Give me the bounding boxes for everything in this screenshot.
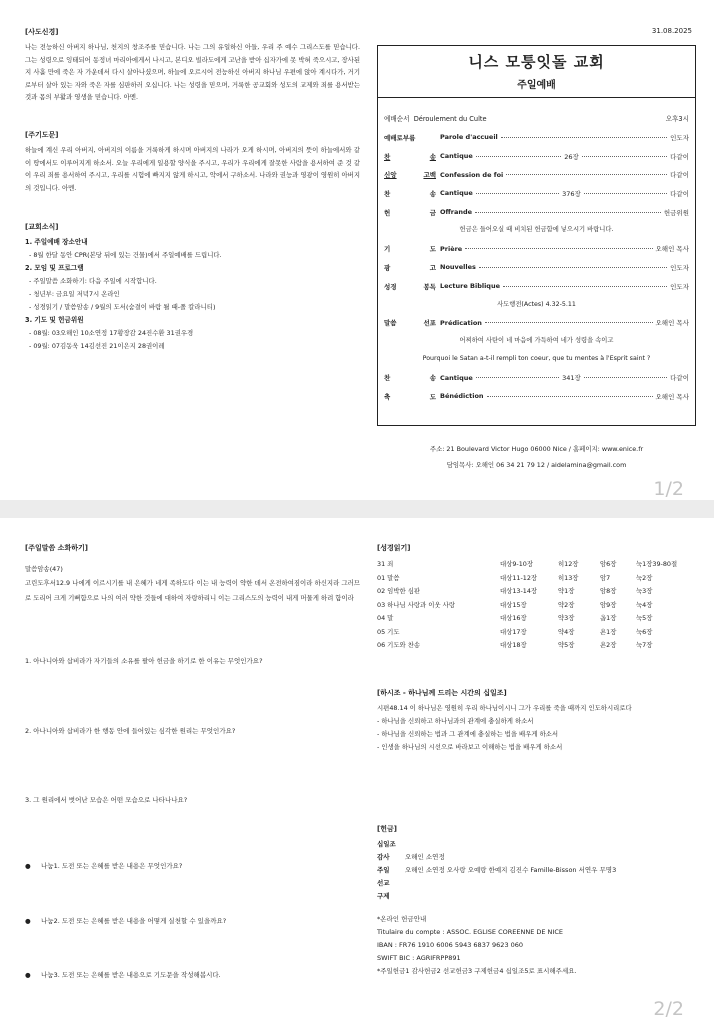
creed-title: [사도신경] [25,28,59,36]
order-name: Confession de foi [440,170,504,179]
service-order-box [377,45,696,426]
order-who: 인도자 [670,282,689,291]
news-head: 3. 기도 및 헌금위원 [25,316,84,325]
order-mid: 26장 [564,152,579,161]
page-number: 1/2 [653,478,684,500]
order-row [378,128,695,147]
order-who: 다같이 [670,152,689,161]
hours-title: [하시조 - 하나님께 드리는 시간의 십일조] [377,689,507,697]
order-who: 오해인 목사 [655,245,689,254]
order-row [378,277,695,296]
online-title: *온라인 헌금안내 [377,915,427,923]
order-row [378,165,695,184]
hours-item: - 하나님을 신뢰하는 법과 그 관계에 충실하는 법을 배우게 하소서 [377,730,559,738]
date: 31.08.2025 [651,27,692,35]
page-number: 2/2 [653,998,684,1020]
order-who: 오해인 목사 [655,319,689,328]
news-line: - 성경읽기 / 말씀암송 / 9월의 도서(숨결이 바람 될 때-폴 칼라니티) [29,303,216,312]
bible-reading [377,543,697,652]
order-row [378,239,695,258]
order-mid: 341장 [562,374,581,383]
relief-label: 구제 [377,892,390,900]
order-name: Nouvelles [440,263,476,272]
offering-note: 헌금은 들어오실 때 비치된 헌금함에 넣으시기 바랍니다. [459,226,614,234]
service-name: 주일예배 [378,76,695,98]
order-row [378,147,695,166]
order-label: 성경 봉독 [384,282,436,291]
table-row: 04 말 대상16장 약3장 옵1장 눅5장 [377,614,653,623]
order-name: Parole d'accueil [440,133,498,142]
church-name: 니스 모퉁잇돌 교회 [468,53,605,71]
mission-label: 선교 [377,879,390,887]
verse-ref: 말씀암송(47) [25,565,63,573]
sharing-1: ● 나눔1. 도전 또는 은혜를 받은 내용은 무엇인가요? [25,862,183,870]
offering-title: [헌금] [377,825,397,833]
bible-reading-table [377,557,696,652]
order-name: Lecture Biblique [440,282,500,291]
hours-tithe [377,688,697,754]
digest-title: [주일말씀 소화하기] [25,544,88,552]
order-who: 오해인 목사 [655,392,689,401]
order-label: 말씀 선포 [384,319,436,328]
digest-column [25,543,360,606]
order-label: 축 도 [384,392,436,401]
news-title: [교회소식] [25,223,59,232]
pastor-contact: 담임목사: 오해인 06 34 21 79 12 / aidelamina@gmail.com [446,461,627,469]
question-3: 3. 그 원리에서 벗어난 모습은 어떤 모습으로 나타나나요? [25,796,188,804]
tithe-label: 십일조 [377,840,396,848]
order-row [378,258,695,277]
order-label: 찬 송 [384,152,436,161]
reading-ref: 사도행전(Actes) 4.32-5.11 [497,300,576,308]
order-name: Cantique [440,152,473,161]
hours-item: - 인생을 하나님의 시선으로 바라보고 이해하는 법을 배우게 하소서 [377,743,563,751]
order-header [378,113,695,123]
order-label: 예배로부름 [384,133,416,142]
order-row [378,203,695,222]
news-head: 1. 주일예배 장소안내 [25,238,88,247]
order-label: 광 고 [384,263,436,272]
question-1: 1. 아나니아와 삽비라가 자기들의 소유를 팔아 헌금을 하기로 한 이유는 무엇인가요? [25,657,263,665]
creed-text: 나는 전능하신 아버지 하나님, 천지의 창조주를 믿습니다. 나는 그의 유일하신 아들, 우리 주 예수 그리스도를 믿습니다. 그는 성령으로 잉태되어 동정녀 마리아에게서 나시고, 본디오 빌라도에게 고난을 받아 십자가에 못 박혀 죽으시고, 장사된 지 사흘 만에 죽은 자 가운데서 다시 살아나셨으며, 하늘에 오르시어 전능하신 아버지 하나님 우편에 앉아 계시다가, 거기로부터 살아 있는 자와 죽은 자를 심판하러 오십니다. 나는 성령을 믿으며, 거룩한 공교회와 성도의 교제와 죄를 용서받는 것과 몸의 부활과 영생을 믿습니다. 아멘. [25,43,360,102]
order-name: Prédication [440,318,482,327]
iban: IBAN : FR76 1910 6006 5943 6837 9623 060 [377,941,524,949]
table-row: 03 하나님 사랑과 이웃 사랑 대상15장 약2장 암9장 눅4장 [377,600,653,609]
table-row: 02 임박한 심판 대상13-14장 약1장 암8장 눅3장 [377,587,653,596]
order-row [378,314,695,333]
table-row: 01 말씀 대상11-12장 히13장 암7 눅2장 [377,573,653,582]
prayer-text: 하늘에 계신 우리 아버지, 아버지의 이름을 거룩하게 하시며 아버지의 나라가 오게 하시며, 아버지의 뜻이 하늘에서와 같이 땅에서도 이루어지게 하소서. 오늘 우리에게 일용할 양식을 주시고, 우리가 우리에게 잘못한 사람을 용서하여 준 것 같이 우리 죄를 용서하여 주시고, 우리를 시험에 빠지지 않게 하시고, 악에서 구하소서. 나라와 권능과 영광이 영원히 아버지의 것입니다. 아멘. [25,145,360,192]
address: 주소: 21 Boulevard Victor Hugo 06000 Nice / 홈페이지: www.enice.fr [429,445,644,453]
order-name: Prière [440,244,463,253]
table-row: 31 죄 대상9-10장 히12장 암6장 눅1장39-80절 [377,560,678,569]
sunday-label: 주일 [377,866,390,874]
thanks-label: 감사 [377,853,390,861]
news-line: - 8월 한달 동안 CPR(본당 뒤에 있는 건물)에서 주일예배를 드립니다. [29,251,222,260]
hours-text: 시편48.14 이 하나님은 영원히 우리 하나님이시니 그가 우리를 죽을 때까지 인도하시리로다 [377,704,632,712]
order-label: 찬 송 [384,189,436,198]
prayer-title: [주기도문] [25,130,59,139]
page-gap [0,500,714,518]
thanks-names: 오해인 소연정 [405,853,445,861]
order-label: 신앙 고백 [384,171,436,180]
order-name: Bénédiction [440,392,484,401]
news-head: 2. 모임 및 프로그램 [25,264,84,273]
order-mid: 376장 [562,189,581,198]
order-name: Cantique [440,373,473,382]
bulletin-page-2 [0,518,714,1024]
order-label: 예배순서 [384,115,410,123]
order-fr: Déroulement du Culte [413,115,487,123]
sermon-title-ko: 어찌하여 사탄이 네 마음에 가득하여 네가 성령을 속이고 [459,337,614,345]
order-label: 찬 송 [384,374,436,383]
swift: SWIFT BIC : AGRIFRPP891 [377,954,461,962]
order-label: 헌 금 [384,208,436,217]
order-name: Offrande [440,208,473,217]
order-row [378,368,695,387]
table-row: 05 기도 대상17장 약4장 욘1장 눅6장 [377,627,653,636]
sharing-3: ● 나눔3. 도전 또는 은혜를 받은 내용으로 기도문을 작성해봅시다. [25,971,221,979]
bulletin-page-1 [0,0,714,500]
table-row: 06 기도와 찬송 대상18장 약5장 욘2장 눅7장 [377,641,653,650]
news-line: - 08월: 03오해인 10소연정 17황장감 24진수환 31권우경 [29,329,194,338]
news-line: - 청년부: 금요일 저녁7시 온라인 [29,290,120,299]
order-who: 다같이 [670,374,689,383]
order-label: 기 도 [384,245,436,254]
offering-note: *주일헌금1 감사헌금2 선교헌금3 구제헌금4 십일조5로 표시해주세요. [377,967,577,975]
news-line: - 주일말씀 소화하기: 다음 주일에 시작합니다. [29,277,157,286]
bible-reading-title: [성경읽기] [377,544,411,552]
news-line: - 09월: 07김동욱 14김선진 21이은지 28권이레 [29,342,165,351]
account-holder: Titulaire du compte : ASSOC. EGLISE COREENNE DE NICE [377,928,563,936]
hours-item: - 하나님을 신뢰하고 하나님과의 관계에 충실하게 하소서 [377,717,534,725]
sunday-names: 오해인 소연정 오사랑 오예랑 한예지 김진수 Famille-Bisson 서연우 무명3 [405,866,617,874]
left-column [25,27,360,353]
order-who: 인도자 [670,133,689,142]
service-time: 오후3시 [665,115,689,123]
order-name: Cantique [440,189,473,198]
news-list [25,236,360,353]
question-2: 2. 아나니아와 삽비라가 한 행동 안에 들어있는 심각한 원리는 무엇인가요? [25,727,236,735]
order-who: 헌금위원 [663,208,689,217]
memory-verse: 고린도후서12.9 나에게 이르시기를 내 은혜가 네게 족하도다 이는 내 능력이 약한 데서 온전하여짐이라 하신지라 그러므로 도리어 크게 기뻐함으로 나의 여러 약한 것들에 대하여 자랑하리니 이는 그리스도의 능력이 내게 머물게 하려 함이라 [25,578,360,602]
order-who: 다같이 [670,171,689,180]
sermon-title-fr: Pourquoi le Satan a-t-il rempli ton coeur, que tu mentes à l'Esprit saint ? [422,355,651,363]
order-who: 인도자 [670,263,689,272]
order-who: 다같이 [670,189,689,198]
order-row [378,184,695,203]
order-row [378,387,695,406]
sharing-2: ● 나눔2. 도전 또는 은혜를 받은 내용을 어떻게 실천할 수 있을까요? [25,917,227,925]
offering-section [377,824,697,978]
